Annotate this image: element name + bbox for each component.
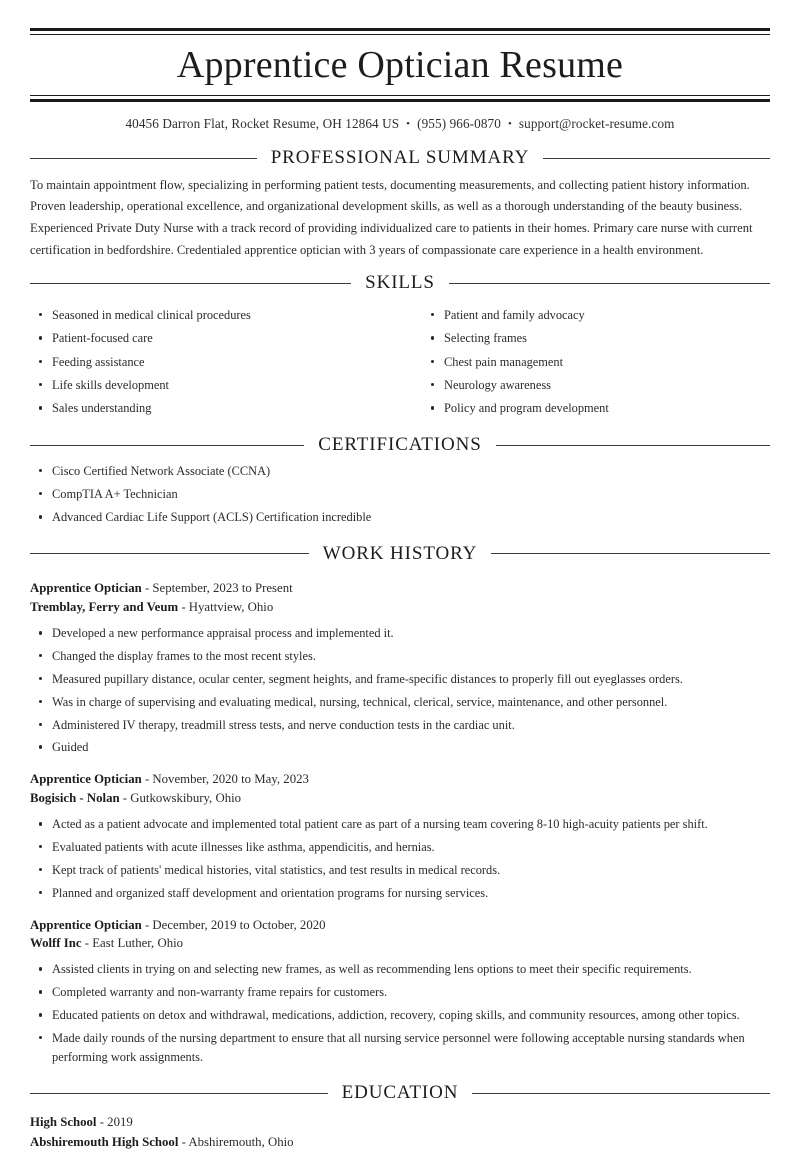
job-dash: - [144,772,150,787]
skills-list-left [30,306,400,418]
contact-line [30,102,770,136]
job-company-line [30,789,770,808]
job-company: Bogisich - Nolan [30,791,120,806]
skills-column-right [400,302,770,423]
job-location: Gutkowskibury, Ohio [130,791,242,806]
page-title: Apprentice Optician Resume [176,44,624,86]
job-role: Apprentice Optician [30,772,142,787]
section-heading [30,543,770,566]
list-item: Educated patients on detox and withdrawal, medications, addiction, recovery, coping skills, and community resources, among other topics. [30,1006,770,1025]
list-item: Cisco Certified Network Associate (CCNA) [30,462,770,481]
education-school-line [30,1133,770,1152]
job-bullets [30,815,770,902]
list-item: Policy and program development [422,399,770,418]
list-item: Feeding assistance [30,353,400,372]
education-degree: High School [30,1115,97,1130]
education-degree-line [30,1113,770,1132]
section-heading [30,434,770,457]
list-item: Advanced Cardiac Life Support (ACLS) Certification incredible [30,508,770,527]
list-item: CompTIA A+ Technician [30,485,770,504]
section-professional-summary [30,136,770,261]
job-dates: September, 2023 to Present [152,581,293,596]
section-title-education: EDUCATION [341,1081,459,1103]
contact-separator-icon: • [507,117,512,130]
list-item: Patient and family advocacy [422,306,770,325]
contact-email: support@rocket-resume.com [518,115,675,131]
job-company: Wolff Inc [30,936,82,951]
section-work-history [30,532,770,1067]
section-title-work-history: WORK HISTORY [322,542,478,564]
job-dates: December, 2019 to October, 2020 [152,917,326,932]
list-item: Sales understanding [30,399,400,418]
list-item: Seasoned in medical clinical procedures [30,306,400,325]
job-dash: - [181,600,186,615]
heading-rule-right [543,158,770,159]
job-company-line [30,934,770,953]
heading-rule-right [491,553,770,554]
list-item: Patient-focused care [30,329,400,348]
contact-phone: (955) 966-0870 [417,115,501,131]
list-item: Measured pupillary distance, ocular center, segment heights, and frame-specific distances to properly fill out eyeglasses orders. [30,670,770,689]
job-role-line [30,916,770,935]
list-item: Chest pain management [422,353,770,372]
education-entry [30,1109,770,1152]
section-heading [30,147,770,170]
contact-separator-icon: • [406,117,411,130]
job-role-line [30,770,770,789]
list-item: Changed the display frames to the most recent styles. [30,647,770,666]
section-heading [30,1082,770,1105]
skills-column-left [30,302,400,423]
section-heading [30,272,770,295]
list-item: Evaluated patients with acute illnesses like asthma, appendicitis, and hernias. [30,838,770,857]
certifications-list [30,462,770,528]
list-item: Assisted clients in trying on and selecting new frames, as well as recommending lens options to meet their specific requirements. [30,960,770,979]
list-item: Selecting frames [422,329,770,348]
job-company: Tremblay, Ferry and Veum [30,600,179,615]
list-item: Planned and organized staff development and orientation programs for nursing services. [30,884,770,903]
heading-rule-right [449,283,770,284]
section-skills [30,261,770,423]
list-item: Completed warranty and non-warranty frame repairs for customers. [30,983,770,1002]
contact-address: 40456 Darron Flat, Rocket Resume, OH 12864 US [125,115,400,131]
job-bullets [30,960,770,1066]
list-item: Life skills development [30,376,400,395]
education-dash: - [99,1115,104,1130]
heading-rule-right [472,1093,770,1094]
heading-rule-left [30,283,351,284]
job-dash: - [84,936,90,951]
section-education [30,1071,770,1152]
job-role-line [30,579,770,598]
summary-text: To maintain appointment flow, specializing in performing patient tests, documenting measurements, and collecting patient history information. Proven leadership, operational excellence, and organizational development skills, as well as a thorough understanding of the beauty business. Experienced Private Duty Nurse with a track record of providing individualized care to patients in their homes. Primary care nurse with current certification in bedfordshire. Credentialed apprentice optician with 3 years of compassionate care experience in a health environment. [30,177,753,257]
heading-rule-left [30,1093,328,1094]
list-item: Acted as a patient advocate and implemented total patient care as part of a nursing team covering 8-10 high-acuity patients per shift. [30,815,770,834]
job-dash: - [144,581,150,596]
job-dates: November, 2020 to May, 2023 [152,772,309,787]
work-history-entry [30,570,770,757]
education-dash: - [181,1134,186,1149]
job-role: Apprentice Optician [30,581,142,596]
job-location: Hyattview, Ohio [188,600,274,615]
section-title-certifications: CERTIFICATIONS [318,433,482,455]
job-company-line [30,598,770,617]
list-item: Kept track of patients' medical histories, vital statistics, and test results in medical records. [30,861,770,880]
section-certifications [30,423,770,527]
job-dash: - [144,917,150,932]
heading-rule-right [496,445,770,446]
list-item: Neurology awareness [422,376,770,395]
job-location: East Luther, Ohio [92,936,184,951]
resume-masthead [30,28,770,102]
heading-rule-left [30,158,257,159]
job-role: Apprentice Optician [30,917,142,932]
list-item: Developed a new performance appraisal process and implemented it. [30,624,770,643]
list-item: Made daily rounds of the nursing department to ensure that all nursing service personnel were following acceptable nursing standards when performing work assignments. [30,1029,770,1067]
job-dash: - [122,791,128,806]
list-item: Was in charge of supervising and evaluating medical, nursing, technical, clerical, service, maintenance, and other personnel. [30,693,770,712]
education-location: Abshiremouth, Ohio [188,1134,294,1149]
section-title-skills: SKILLS [365,272,435,294]
education-year: 2019 [107,1115,133,1130]
heading-rule-left [30,553,309,554]
skills-grid [30,300,770,423]
list-item: Administered IV therapy, treadmill stress tests, and nerve conduction tests in the cardiac unit. [30,716,770,735]
list-item: Guided [30,738,770,757]
heading-rule-left [30,445,304,446]
work-history-entry [30,761,770,902]
section-title-summary: PROFESSIONAL SUMMARY [270,146,530,168]
skills-list-right [422,306,770,418]
job-bullets [30,624,770,757]
work-history-entry [30,907,770,1067]
education-school: Abshiremouth High School [30,1134,179,1149]
